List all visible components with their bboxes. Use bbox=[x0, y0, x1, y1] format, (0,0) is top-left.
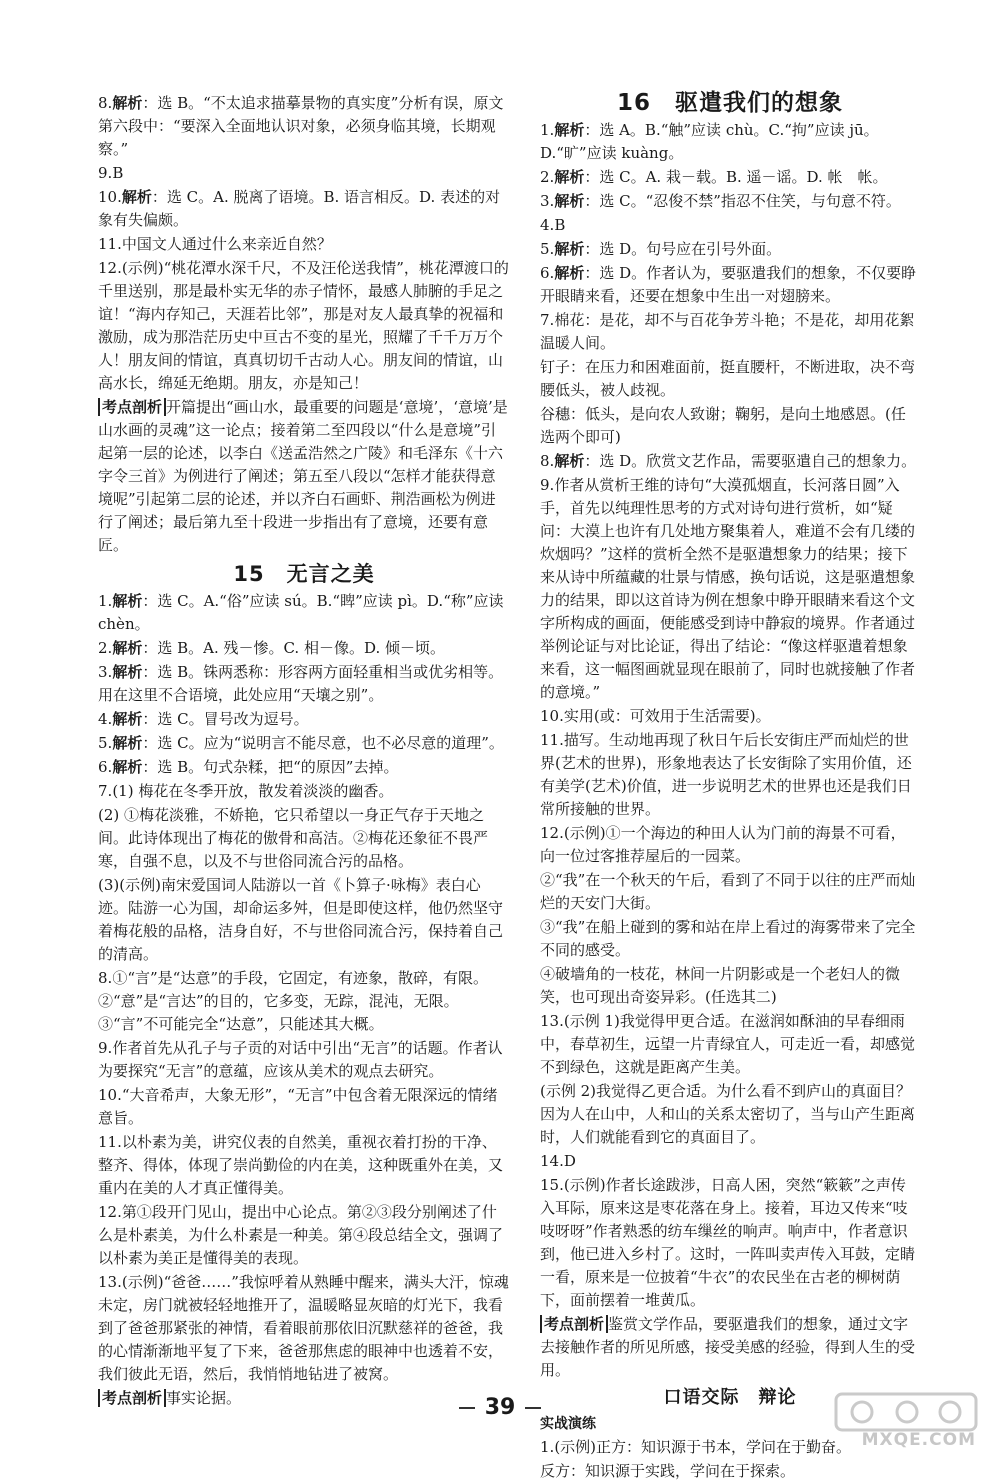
answer-item bbox=[540, 190, 920, 213]
kaodian-tag: 考点剖析 bbox=[540, 1315, 608, 1333]
answer-item bbox=[540, 963, 920, 1009]
kaodian-tag: 考点剖析 bbox=[98, 398, 166, 416]
item-number: 1. bbox=[540, 121, 555, 139]
item-number: 2. bbox=[98, 639, 113, 657]
item-number: 7. bbox=[540, 311, 555, 329]
item-text: ②“我”在一个秋天的午后，看到了不同于以往的庄严而灿烂的天安门大街。 bbox=[540, 871, 916, 912]
kaodian-tag: 考点剖析 bbox=[98, 1389, 166, 1407]
item-number: 8. bbox=[98, 94, 113, 112]
item-label: 解析 bbox=[554, 264, 585, 282]
item-number: 7. bbox=[98, 782, 113, 800]
answer-item bbox=[98, 92, 510, 161]
section-16-answer-list bbox=[540, 119, 920, 1312]
item-label: 解析 bbox=[554, 240, 585, 258]
item-number: 8. bbox=[98, 969, 113, 987]
item-number: 13. bbox=[540, 1012, 564, 1030]
page-dash-right bbox=[525, 1407, 541, 1409]
watermark-logo: MXQE.COM bbox=[832, 1390, 982, 1452]
item-text: (示例)“桃花潭水深千尺，不及汪伦送我情”，桃花潭渡口的千里送别，那是最朴实无华的赤子情怀，最感人肺腑的手足之谊！“海内存知己，天涯若比邻”，那是对友人最真挚的祝福和激励，成为那浩茫历史中亘古不变的星光，照耀了千千万万个人！朋友间的情谊，真真切切千古动人心。朋友间的情谊，山高水长，绵延无绝期。朋友，亦是知己！ bbox=[98, 259, 509, 392]
item-number: 11. bbox=[98, 235, 122, 253]
item-label: 解析 bbox=[112, 639, 143, 657]
item-text: 反方：知识源于实践，学问在于探索。 bbox=[540, 1462, 796, 1480]
item-text: ①“言”是“达意”的手段，它固定，有迹象，散碎，有限。②“意”是“言达”的目的，它多变，无踪，混沌，无限。③“言”不可能完全“达意”，只能述其大概。 bbox=[98, 969, 488, 1033]
item-text: ：选 C。应为“说明言不能尽意，也不必尽意的道理”。 bbox=[142, 734, 504, 752]
item-number: 3. bbox=[98, 663, 113, 681]
kaodian-analysis-3: 考点剖析 鉴赏文学作品，要驱遣我们的想象，通过文字去接触作者的所见所感，接受美感的经验，得到人生的受用。 bbox=[540, 1315, 916, 1379]
section-title-15: 15 无言之美 bbox=[233, 562, 375, 586]
answer-item bbox=[98, 1084, 510, 1130]
practice-title: 实战演练 bbox=[540, 1416, 596, 1432]
item-number: 4. bbox=[98, 710, 113, 728]
item-number: 9. bbox=[98, 164, 113, 182]
item-text: ：选 B。A. 残－惨。C. 相－像。D. 倾－顷。 bbox=[142, 639, 445, 657]
answer-item bbox=[540, 119, 920, 165]
item-number: 2. bbox=[540, 168, 555, 186]
item-number: 14. bbox=[540, 1152, 564, 1170]
item-label: 解析 bbox=[112, 758, 143, 776]
item-text: (示例)正方：知识源于书本，学问在于勤奋。 bbox=[554, 1438, 852, 1456]
answer-item bbox=[540, 403, 920, 449]
answer-item bbox=[98, 708, 510, 731]
item-text: (示例)“爸爸……”我惊呼着从熟睡中醒来，满头大汗，惊魂未定，房门就被轻轻地推开了，温暖略显灰暗的灯光下，我看到了爸爸那紧张的神情，看着眼前那依旧沉默慈祥的爸爸，我的心情渐渐地平复了下来，爸爸那焦虑的眼神中也透着不安，我们彼此无语，然后，我悄悄地钻进了被窝。 bbox=[98, 1273, 509, 1383]
answer-item bbox=[540, 214, 920, 237]
page-number: 39 bbox=[0, 1395, 1000, 1420]
item-label: 解析 bbox=[121, 188, 152, 206]
item-label: 解析 bbox=[554, 452, 585, 470]
item-text: B bbox=[554, 216, 566, 234]
answer-item bbox=[540, 869, 920, 915]
item-label: 解析 bbox=[112, 710, 143, 728]
item-number: 12. bbox=[98, 259, 122, 277]
kaodian-analysis-1: 考点剖析 开篇提出“画山水，最重要的问题是‘意境’，‘意境’是山水画的灵魂”这一论点；接着第二至四段以“什么是意境”引起第一层的论述，以李白《送孟浩然之广陵》和毛泽东《十六字令三首》为例进行了阐述；第五至八段以“怎样才能获得意境呢”引起第二层的论述，并以齐白石画虾、荆浩画松为例进行了阐述；最后第九至十段进一步指出有了意境，还要有意匠。 bbox=[98, 398, 508, 554]
item-label: 解析 bbox=[554, 121, 585, 139]
section-15-answer-list bbox=[98, 590, 510, 1386]
item-text: (1) 梅花在冬季开放，散发着淡淡的幽香。 bbox=[112, 782, 394, 800]
item-text: (3)(示例)南宋爱国词人陆游以一首《卜算子·咏梅》表白心迹。陆游一心为国，却命运多舛，但是即使这样，他仍然坚守着梅花般的品格，洁身自好，不与世俗同流合污，保持着自己的清高。 bbox=[98, 876, 504, 963]
answer-item bbox=[540, 1174, 920, 1312]
item-number: 5. bbox=[540, 240, 555, 258]
item-text: 钉子：在压力和困难面前，挺直腰杆，不断进取，决不弯腰低头，被人歧视。 bbox=[540, 358, 916, 399]
item-text: ：选 D。欣赏文艺作品，需要驱遣自己的想象力。 bbox=[584, 452, 917, 470]
item-text: ：选 C。A. 脱离了语境。B. 语言相反。D. 表述的对象有失偏颇。 bbox=[98, 188, 501, 229]
answer-item bbox=[98, 233, 510, 256]
item-number: 11. bbox=[540, 731, 564, 749]
item-text: ：选 D。句号应在引号外面。 bbox=[584, 240, 782, 258]
item-number: 6. bbox=[540, 264, 555, 282]
item-number: 10. bbox=[98, 1086, 122, 1104]
item-text: 作者从赏析王维的诗句“大漠孤烟直，长河落日圆”入手，首先以纯理性思考的方式对诗句进行赏析，如“疑问：大漠上也许有几处地方聚集着人，难道不会有几缕的炊烟吗？”这样的赏析全然不是驱遣想象力的结果；接下来从诗中所蕴藏的壮景与情感，换句话说，这是驱遣想象力的结果，即以这首诗为例在想象中睁开眼睛来看这个文字所构成的画面，便能感受到诗中静寂的境界。作者通过举例论证与对比论证，得出了结论：“像这样驱遣着想象来看，这一幅图画就显现在眼前了，同时也就接触了作者的意境。” bbox=[540, 476, 916, 701]
item-label: 解析 bbox=[112, 734, 143, 752]
left-column bbox=[98, 92, 510, 1411]
answer-item bbox=[540, 356, 920, 402]
item-number: 8. bbox=[540, 452, 555, 470]
answer-item bbox=[540, 916, 920, 962]
answer-item bbox=[540, 705, 920, 728]
item-number: 12. bbox=[540, 824, 564, 842]
item-text: (示例 1)我觉得甲更合适。在滋润如酥油的早春细雨中，春草初生，远望一片青绿宜人，可走近一看，却感觉不到绿色，这就是距离产生美。 bbox=[540, 1012, 916, 1076]
item-text: (示例)作者长途跋涉，日高人困，突然“簌簌”之声传入耳际，原来这是枣花落在身上。接着，耳边又传来“吱吱呀呀”作者熟悉的纺车缫丝的响声。响声中，作者意识到，他已进入乡村了。这时，一阵叫卖声传入耳鼓，定睛一看，原来是一位披着“牛衣”的农民坐在古老的柳树荫下，面前摆着一堆黄瓜。 bbox=[540, 1176, 916, 1309]
item-text: “大音希声，大象无形”，“无言”中包含着无限深远的情绪意旨。 bbox=[98, 1086, 498, 1127]
item-text: ：选 C。冒号改为逗号。 bbox=[142, 710, 309, 728]
answer-item bbox=[540, 1460, 920, 1483]
item-number: 1. bbox=[98, 592, 113, 610]
item-number: 1. bbox=[540, 1438, 555, 1456]
item-number: 4. bbox=[540, 216, 555, 234]
item-number: 11. bbox=[98, 1133, 122, 1151]
answer-item bbox=[540, 309, 920, 355]
answer-item bbox=[540, 166, 920, 189]
item-number: 15. bbox=[540, 1176, 564, 1194]
answer-item bbox=[540, 450, 920, 473]
item-text: B bbox=[112, 164, 124, 182]
answer-item bbox=[98, 162, 510, 185]
answer-item bbox=[98, 257, 510, 395]
item-label: 解析 bbox=[554, 192, 585, 210]
item-number: 13. bbox=[98, 1273, 122, 1291]
item-text: ：选 A。B.“触”应读 chù。C.“拘”应读 jū。D.“旷”应读 kuàng。 bbox=[540, 121, 879, 162]
item-number: 9. bbox=[98, 1039, 113, 1057]
answer-item bbox=[540, 238, 920, 261]
item-text: 棉花：是花，却不与百花争芳斗艳；不是花，却用花絮温暖人间。 bbox=[540, 311, 915, 352]
item-number: 9. bbox=[540, 476, 555, 494]
item-text: (示例)①一个海边的种田人认为门前的海景不可看，向一位过客推荐屋后的一园菜。 bbox=[540, 824, 906, 865]
item-text: 描写。生动地再现了秋日午后长安街庄严而灿烂的世界(艺术的世界)，形象地表达了长安街除了实用价值，还有美学(艺术)价值，进一步说明艺术的世界也还是我们日常所接触的世界。 bbox=[540, 731, 912, 818]
item-text: 第①段开门见山，提出中心论点。第②③段分别阐述了什么是朴素美，为什么朴素是一种美。第④段总结全文，强调了以朴素为美正是懂得美的表现。 bbox=[98, 1203, 504, 1267]
answer-item bbox=[540, 474, 920, 704]
item-text: ：选 C。A. 栽－载。B. 遥－谣。D. 帐 帐。 bbox=[584, 168, 888, 186]
item-text: ：选 C。“忍俊不禁”指忍不住笑，与句意不符。 bbox=[584, 192, 901, 210]
answer-item bbox=[540, 1010, 920, 1079]
item-number: 3. bbox=[540, 192, 555, 210]
answer-item bbox=[98, 186, 510, 232]
item-text: ③“我”在船上碰到的雾和站在岸上看过的海雾带来了完全不同的感受。 bbox=[540, 918, 916, 959]
answer-item bbox=[98, 1131, 510, 1200]
item-text: ：选 B。铢两悉称：形容两方面轻重相当或优劣相等。用在这里不合语境，此处应用“天壤之别”。 bbox=[98, 663, 504, 704]
item-number: 10. bbox=[540, 707, 564, 725]
item-text: ：选 B。“不太追求描摹景物的真实度”分析有误，原文第六段中：“要深入全面地认识对象，必须身临其境，长期观察。” bbox=[98, 94, 504, 158]
answer-item bbox=[98, 780, 510, 803]
item-label: 解析 bbox=[112, 592, 143, 610]
item-text: 中国文人通过什么来亲近自然？ bbox=[121, 235, 332, 253]
answer-item bbox=[540, 1150, 920, 1173]
item-number: 5. bbox=[98, 734, 113, 752]
answer-item bbox=[98, 756, 510, 779]
page-dash-left bbox=[459, 1407, 475, 1409]
answer-item bbox=[98, 637, 510, 660]
answer-item bbox=[98, 874, 510, 966]
item-text: (2) ①梅花淡雅，不娇艳，它只希望以一身正气存于天地之间。此诗体现出了梅花的傲骨和高洁。②梅花还象征不畏严寒，自强不息，以及不与世俗同流合污的品格。 bbox=[98, 806, 489, 870]
answer-item bbox=[98, 590, 510, 636]
item-text: ：选 B。句式杂糅，把“的原因”去掉。 bbox=[142, 758, 399, 776]
item-number: 10. bbox=[98, 188, 122, 206]
item-text: 作者首先从孔子与子贡的对话中引出“无言”的话题。作者认为要探究“无言”的意蕴，应该从美术的观点去研究。 bbox=[98, 1039, 503, 1080]
answer-item bbox=[98, 732, 510, 755]
answer-item bbox=[98, 804, 510, 873]
kaodian-analysis-2: 考点剖析 事实论据。 bbox=[98, 1387, 510, 1410]
answer-item bbox=[540, 729, 920, 821]
answer-item bbox=[98, 661, 510, 707]
item-text: 以朴素为美，讲究仪表的自然美，重视衣着打扮的干净、整齐、得体，体现了崇尚勤俭的内在美，这种既重外在美，又重内在美的人才真正懂得美。 bbox=[98, 1133, 504, 1197]
item-text: 实用(或：可效用于生活需要)。 bbox=[563, 707, 771, 725]
item-label: 解析 bbox=[112, 663, 143, 681]
item-text: 谷穗：低头，是向农人致谢；鞠躬，是向土地感恩。(任选两个即可) bbox=[540, 405, 906, 446]
answer-item bbox=[540, 822, 920, 868]
item-number: 6. bbox=[98, 758, 113, 776]
section-title-oral: 口语交际 辩论 bbox=[663, 1387, 797, 1408]
section-title-16: 16 驱遣我们的想象 bbox=[616, 90, 843, 116]
item-label: 解析 bbox=[554, 168, 585, 186]
item-text: ：选 D。作者认为，要驱遣我们的想象，不仅要睁开眼睛来看，还要在想象中生出一对翅膀来。 bbox=[540, 264, 917, 305]
answer-item bbox=[98, 967, 510, 1036]
answer-item bbox=[540, 1080, 920, 1149]
item-number: 12. bbox=[98, 1203, 122, 1221]
item-label: 解析 bbox=[112, 94, 143, 112]
answer-item bbox=[98, 1037, 510, 1083]
answer-item bbox=[98, 1271, 510, 1386]
item-text: D bbox=[563, 1152, 576, 1170]
right-column bbox=[540, 92, 920, 1484]
item-text: (示例 2)我觉得乙更合适。为什么看不到庐山的真面目？因为人在山中，人和山的关系太密切了，当与山产生距离时，人们就能看到它的真面目了。 bbox=[540, 1082, 916, 1146]
item-text: ：选 C。A.“俗”应读 sú。B.“睥”应读 pì。D.“称”应读 chèn。 bbox=[98, 592, 504, 633]
item-text: ④破墙角的一枝花，林间一片阴影或是一个老妇人的微笑，也可现出奇姿异彩。(任选其二) bbox=[540, 965, 901, 1006]
answer-item bbox=[98, 1201, 510, 1270]
answer-item bbox=[540, 262, 920, 308]
left-answer-list bbox=[98, 92, 510, 395]
